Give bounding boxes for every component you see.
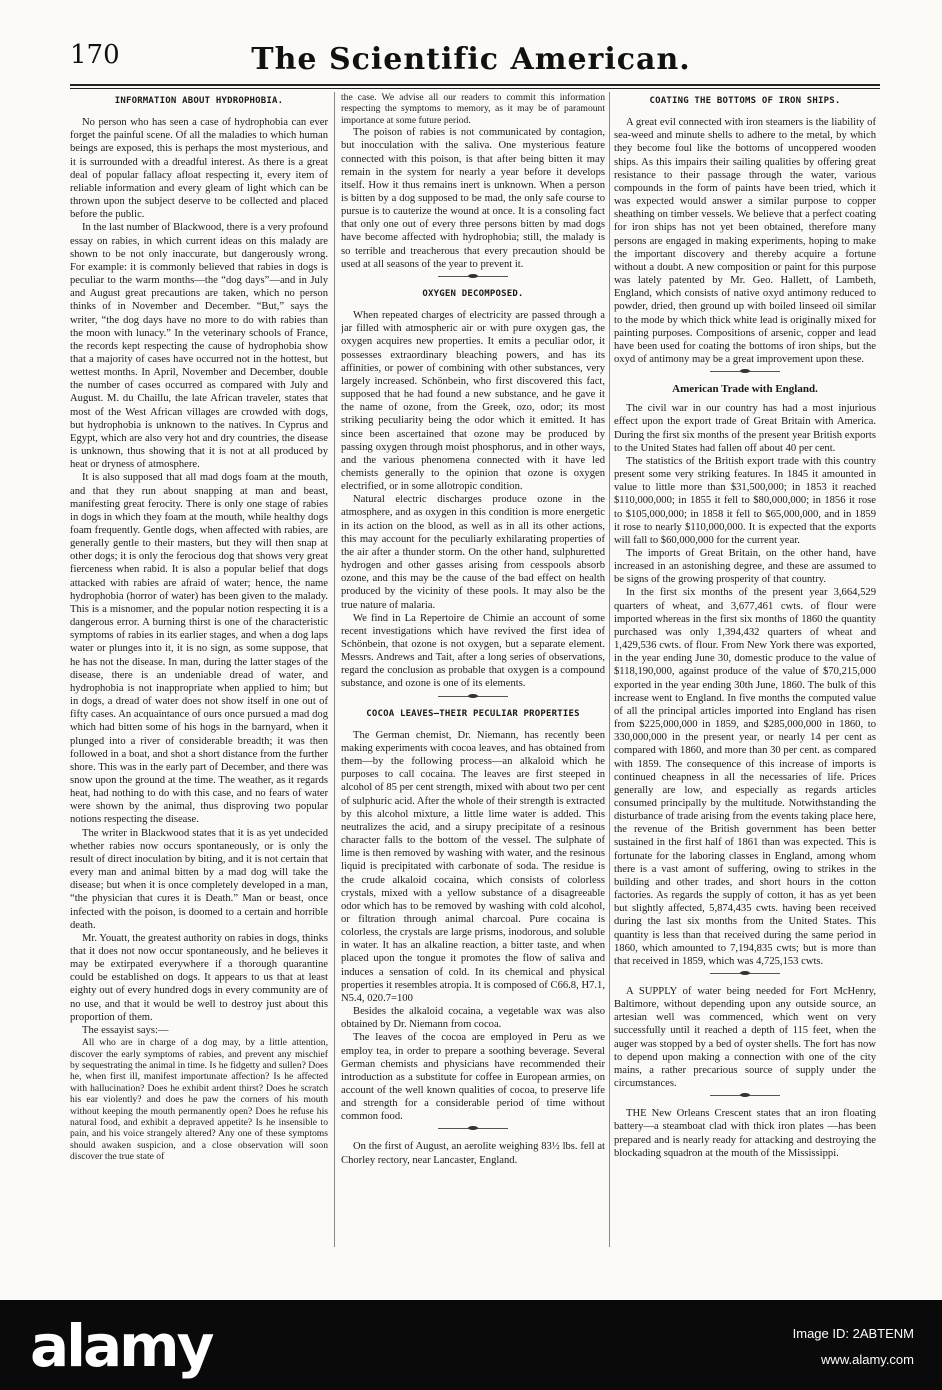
column-2 xyxy=(341,92,605,1242)
column-3 xyxy=(614,92,876,1242)
header-rule-thin xyxy=(70,88,880,89)
paragraph: The essayist says:— xyxy=(82,1024,169,1036)
site-url: www.alamy.com xyxy=(821,1352,914,1367)
paragraph: The leaves of the cocoa are employed in Peru as we employ tea, in order to prepare a soothing beverage. Several German chemists and physicians have recommended their introduction as a substitute for coffee in European armies, on account of the well known qualities of cocoa, to preserve life and strength for a considerable period of time without common food. xyxy=(341,1032,605,1123)
paragraph: On the first of August, an aerolite weighing 83½ lbs. fell at Chorley rectory, near Lancaster, England. xyxy=(341,1141,605,1166)
masthead: The Scientific American. xyxy=(251,42,691,77)
section-divider xyxy=(710,973,780,978)
paragraph: The writer in Blackwood states that it is as yet undecided whether rabies now occurs spontaneously, or is only the result of direct inoculation by biting, and it is not certain that every man and animal bitten by a mad dog will take the disease; but when it is once completely developed in a man, “the physician that cures it is Death.” Man or beast, once infected with the poison, is doomed to a certain and horrible death. xyxy=(70,827,328,931)
page-number: 170 xyxy=(70,40,120,70)
paragraph: The poison of rabies is not communicated by contagion, but inocculation with the saliva. One mysterious feature connected with this poison, is that after being bitten it may remain in the system for nearly a year before it develops itself. How it thus remains inert is unknown. When a person is bitten by a dog supposed to be mad, the only safe course to pursue is to cauterize the wound at once. It is a consoling fact that only one out of every three persons bitten by mad dogs have become affected with hydrophobia; still, the malady is so terrible and treacherous that every precaution should be used at all seasons of the year to prevent it. xyxy=(341,127,605,270)
section-divider xyxy=(438,1128,508,1133)
column-1 xyxy=(70,92,328,1242)
article-title-oxygen: OXYGEN DECOMPOSED. xyxy=(422,288,524,299)
header-rule xyxy=(70,84,880,86)
image-id: Image ID: 2ABTENM xyxy=(792,1326,914,1341)
quoted-passage: All who are in charge of a dog may, by a little attention, discover the early symptoms of rabies, and prevent any mischief by sequestrating the animal in time. Is he fidgetty and sullen? Does he, when first ill, manifest importunate affection? Is he affected with hallucination? Does he exhibit ardent thirst? Does he scratch his ear violently? and does he paw the corners of his mouth without keeping the mouth permanently open? Does he refuse his natural food, and exhibit a depraved appetite? Is he insensible to pain, and his voice strangely altered? Any one of these symptoms should awaken suspicion, and a close observation will soon discover the true state of xyxy=(70,1037,328,1163)
paragraph: In the last number of Blackwood, there is a very profound essay on rabies, in which current ideas on this malady are shown to be not only inaccurate, but dangerously wrong. For example: it is commonly believed that rabies in dogs is peculiar to the warm months—the “dog days”—and in July and August great precautions are taken, which no person thinks of in November and December. “But,” says the writer, “the dog days have no more to do with rabies than the moon with lunacy.” In the veterinary schools of France, the records kept respecting the cause of hydrophobia show that a majority of cases have occurred not in the hottest, but wettest months. In April, November and December, double the number of cases occurred as compared with July and August. M. du Chaillu, the late African traveler, states that most of the West African villages are crowded with dogs, but hydrophobia is unknown to the natives. In Cyprus and Egypt, which are also very hot and dry countries, the disease is unknown, thus showing that it is not at all produced by heat or dryness of atmosphere. xyxy=(70,222,328,471)
column-separator xyxy=(334,92,335,1247)
article-title-hydrophobia: INFORMATION ABOUT HYDROPHOBIA. xyxy=(114,96,284,106)
article-title-iron-ships: COATING THE BOTTOMS OF IRON SHIPS. xyxy=(649,96,841,106)
section-divider xyxy=(710,371,780,376)
paragraph: A great evil connected with iron steamers is the liability of sea-weed and minute shells to adhere to the metal, by which they become foul like the bottoms of uncoppered wooden ships. As this impairs their sailing qualities by offering great resistance to their passage through the water, various compounds in the form of paints have been tried, which it was expected would answer a similar purpose to copper sheathing on timber vessels. We believe that a perfect coating for iron ships has not yet been obtained, therefore many persons are engaged in making experiments, hoping to make the important discovery and thereby acquire a fortune without a doubt. A new composition or paint for this purpose was lately patented by Mr. Geo. Hallett, of Lambeth, England, which consists of native oxyd antimony reduced to powder, dried, then ground up with boiled linseed oil similar to the mode by which thick white lead is originally mixed for painting purposes. Compositions of arsenic, copper and lead have been used for coating the bottoms of iron ships, but the oxyd of antimony may be a great improvement upon these. xyxy=(614,117,876,365)
paragraph: The imports of Great Britain, on the other hand, have increased in an astonishing degree, and these are assumed to be signs of the growing prosperity of that country. xyxy=(614,548,876,586)
article-title-cocoa: COCOA LEAVES—THEIR PECULIAR PROPERTIES xyxy=(366,708,580,719)
paragraph: The statistics of the British export trade with this country present some very striking features. In 1845 it amounted in value to little more than $31,500,000; in 1853 it reached $110,000,000; in 1855 it fell to $80,000,000; in 1856 it rose to $105,000,000; in 1858 it fell to $65,000,000, and in 1859 it rose to nearly $110,000,000. It is expected that the exports will fall to $60,000,000 for the current year. xyxy=(614,455,876,546)
paragraph: No person who has seen a case of hydrophobia can ever forget the painful scene. Of all the maladies to which human beings are exposed, this is perhaps the most mysterious, and it is surrounded with a dreadful interest. As there is a great deal of popular fallacy afloat respecting it, every item of reliable information and every gleam of light which can be thrown upon the subject deserve to be collected and placed before the public. xyxy=(70,117,328,221)
article-title-trade: American Trade with England. xyxy=(672,383,818,396)
section-divider xyxy=(438,276,508,281)
section-divider xyxy=(438,696,508,701)
paragraph: It is also supposed that all mad dogs foam at the mouth, and that they run about snapping at man and beast, manifesting great ferocity. There is only one stage of rabies in dogs in which they foam at the mouth, while healthy dogs foam frequently. Gentle dogs, when affected with rabies, are generally gentle to their masters, but they will then snap at other dogs; it is only the ferocious dog that shows very great fierceness when rabid. It is also a popular belief that dogs attacked with rabies are afraid of water; hence, the name hydrophobia (horror of water) has been given to the malady. This is a misnomer, and the popular notion respecting it is a dangerous error. A burning thirst is one of the characteristic symptoms of rabies in its earlier stages, and when a dog laps water or plunges into it, it is no sign, as some suppose, that he has not the disease. In man, during the latter stages of the disease, there is an undeniable dread of water, and hydrophobia is not inappropriate when applied to him; but in dogs, a dread of water does not show itself in one out of fifty cases. An acquaintance of ours once pursued a mad dog which had bitten some of his hogs in the barnyard, when it plunged into a river of considerable breadth; it was then followed in a boat, and shot a short distance from the further shore. This was in the early part of December, and there was snow upon the ground at the time. The weather, as it regards heat, had nothing to do with this case, and no fears of water were shown by the animal, thus disproving two popular notions respecting the disease. xyxy=(70,472,328,826)
paragraph: the case. We advise all our readers to commit this information respecting the symptoms to memory, as it may be of paramount importance at some future period. xyxy=(341,92,605,126)
paragraph: The civil war in our country has had a most injurious effect upon the export trade of Great Britain with America. During the first six months of the present year British exports to the United States had fallen off about 40 per cent. xyxy=(614,403,876,454)
stock-watermark-bar xyxy=(0,1300,942,1390)
paragraph: Natural electric discharges produce ozone in the atmosphere, and as oxygen in this condition is more energetic in its action on the blood, as well as in all its other actions, this may account for the peculiarly exhilarating properties of the air after a thunder storm. On the other hand, sulphuretted hydrogen and other gasses arising from cesspools absorb ozone, and this may be the cause of the bad effect on health produced by the vicinity of these pools. It may also be the true nature of malaria. xyxy=(341,494,605,611)
paragraph: THE New Orleans Crescent states that an iron floating battery—a steamboat clad with thick iron plates —has been prepared and is nearly ready for attacking and destroying the blockading squadron at the mouth of the Mississippi. xyxy=(614,1108,876,1159)
column-separator xyxy=(609,92,610,1247)
paragraph: In the first six months of the present year 3,664,529 quarters of wheat, and 3,677,461 cwts. of flour were imported whereas in the first six months of 1860 the quantity purchased was only 1,394,432 quarters of wheat and 1,429,536 cwts. of flour. From New York there was exported, in the year ending June 30, domestic produce to the value of $118,190,000, against produce of the value of $70,215,000 exported in the year ending 30th June, 1860. The bulk of this increase went to England. In five months the computed value of all the principal articles imported into England has risen from $225,000,000 in 1859, and $285,000,000 in 1860, to 330,000,000 in the present year, or nearly 14 per cent as compared with 1860, and more than 30 per cent. as compared with 1859. The consequence of this increase of imports is continued cheapness in all the necessaries of life. Prices generally are low, and especially as regards articles consumed principally by the multitude. Notwithstanding the disturbance of trade arising from the events taking place here, the revenue of the British government has been better sustained in the first half of 1861 than was expected. This is fortunate for the laboring classes in England, among whom there is a vast amont of suffering, owing to strikes in the building and other trades, and short hours in the cotton factories. As regards the supply of cotton, it has as yet been but slightly affected, 5,874,435 cwts. having been received during the last six months from the United States. This quantity is less than that received during the same period in 1860, which amounted to 7,194,835 cwts; but is more than that received in 1859, which was 4,725,153 cwts. xyxy=(614,587,876,967)
paragraph: The German chemist, Dr. Niemann, has recently been making experiments with cocoa leaves, and has obtained from them—by the following process—an alkaloid which he purposes to call cocaina. The leaves are first steeped in alcohol of 85 per cent strength, mixed with about two per cent of sulphuric acid. After the whole of their strength is extracted by this alcohol mixture, a little lime water is added. This neutralizes the acid, and a sirupy precipitate of a resinous character falls to the bottom of the vessel. The sulphate of lime is then removed by washing with water, and the resinous liquid is precipitated with carbonate of soda. The residue is the crude alkaloid cocaina, which consists of colorless crystals, mixed with a yellow substance of a disagreeable odor which has to be removed by washing with cold alcohol, or filtration through animal charcoal. Pure cocaina is colorless, the crystals are large prisms, inodorous, and soluble in water. It has an alkaline reaction, a bitter taste, and when placed upon the tongue it promotes the flow of saliva and induces a sensation of cold. In its chemical and physical properties it resembles atropia. It is composed of C66.8, H7.1, N5.4, 020.7=100 xyxy=(341,729,605,1004)
alamy-logo: alamy xyxy=(30,1312,212,1380)
paragraph: When repeated charges of electricity are passed through a jar filled with atmospheric air or with pure oxygen gas, the oxygen acquires new properties. It emits a peculiar odor, it possesses extraordinary bleaching powers, and has its affinities, or power of combining with other substances, very largely increased. Schönbein, who first discovered this fact, supposed that he had found a new substance, and he gave it the name of ozone, from the Greek, ozo, odor; its most striking peculiarity being the odor which it emitted. It has since been ascertained that ozone may be produced by passing oxygen through moist phosphorus, and in other ways, and the various phenomena connected with it have led chemists generally to the opinion that ozone is oxygen electrified, or in some allotropic condition. xyxy=(341,310,605,493)
section-divider xyxy=(710,1095,780,1100)
paragraph: We find in La Repertoire de Chimie an account of some recent investigations which have revived the first idea of Schönbein, that ozone is not oxygen, but a separate element. Messrs. Andrews and Tait, after a long series of observations, regard the conclusion as probable that oxygen is a compound substance, and ozone is one of its elements. xyxy=(341,612,605,690)
paragraph: Besides the alkaloid cocaina, a vegetable wax was also obtained by Dr. Niemann from cocoa. xyxy=(341,1006,605,1031)
paragraph: A SUPPLY of water being needed for Fort McHenry, Baltimore, without depending upon any outside source, an artesian well was commenced, which went on very successfully until it reached a depth of 115 feet, when the auger was stopped by a bed of oyster shells. The fort has now to depend upon making a connection with one of the city mains, a rather precarious source of supply under the circumstances. xyxy=(614,986,876,1090)
paragraph: Mr. Youatt, the greatest authority on rabies in dogs, thinks that it does not now occur spontaneously, and he believes it may be extirpated everywhere if a thorough quarantine could be established on dogs. It appears to us that at least eighty out of every hundred dogs in every community are of no use, and that it would be well to destroy just about this proportion of them. xyxy=(70,932,328,1023)
